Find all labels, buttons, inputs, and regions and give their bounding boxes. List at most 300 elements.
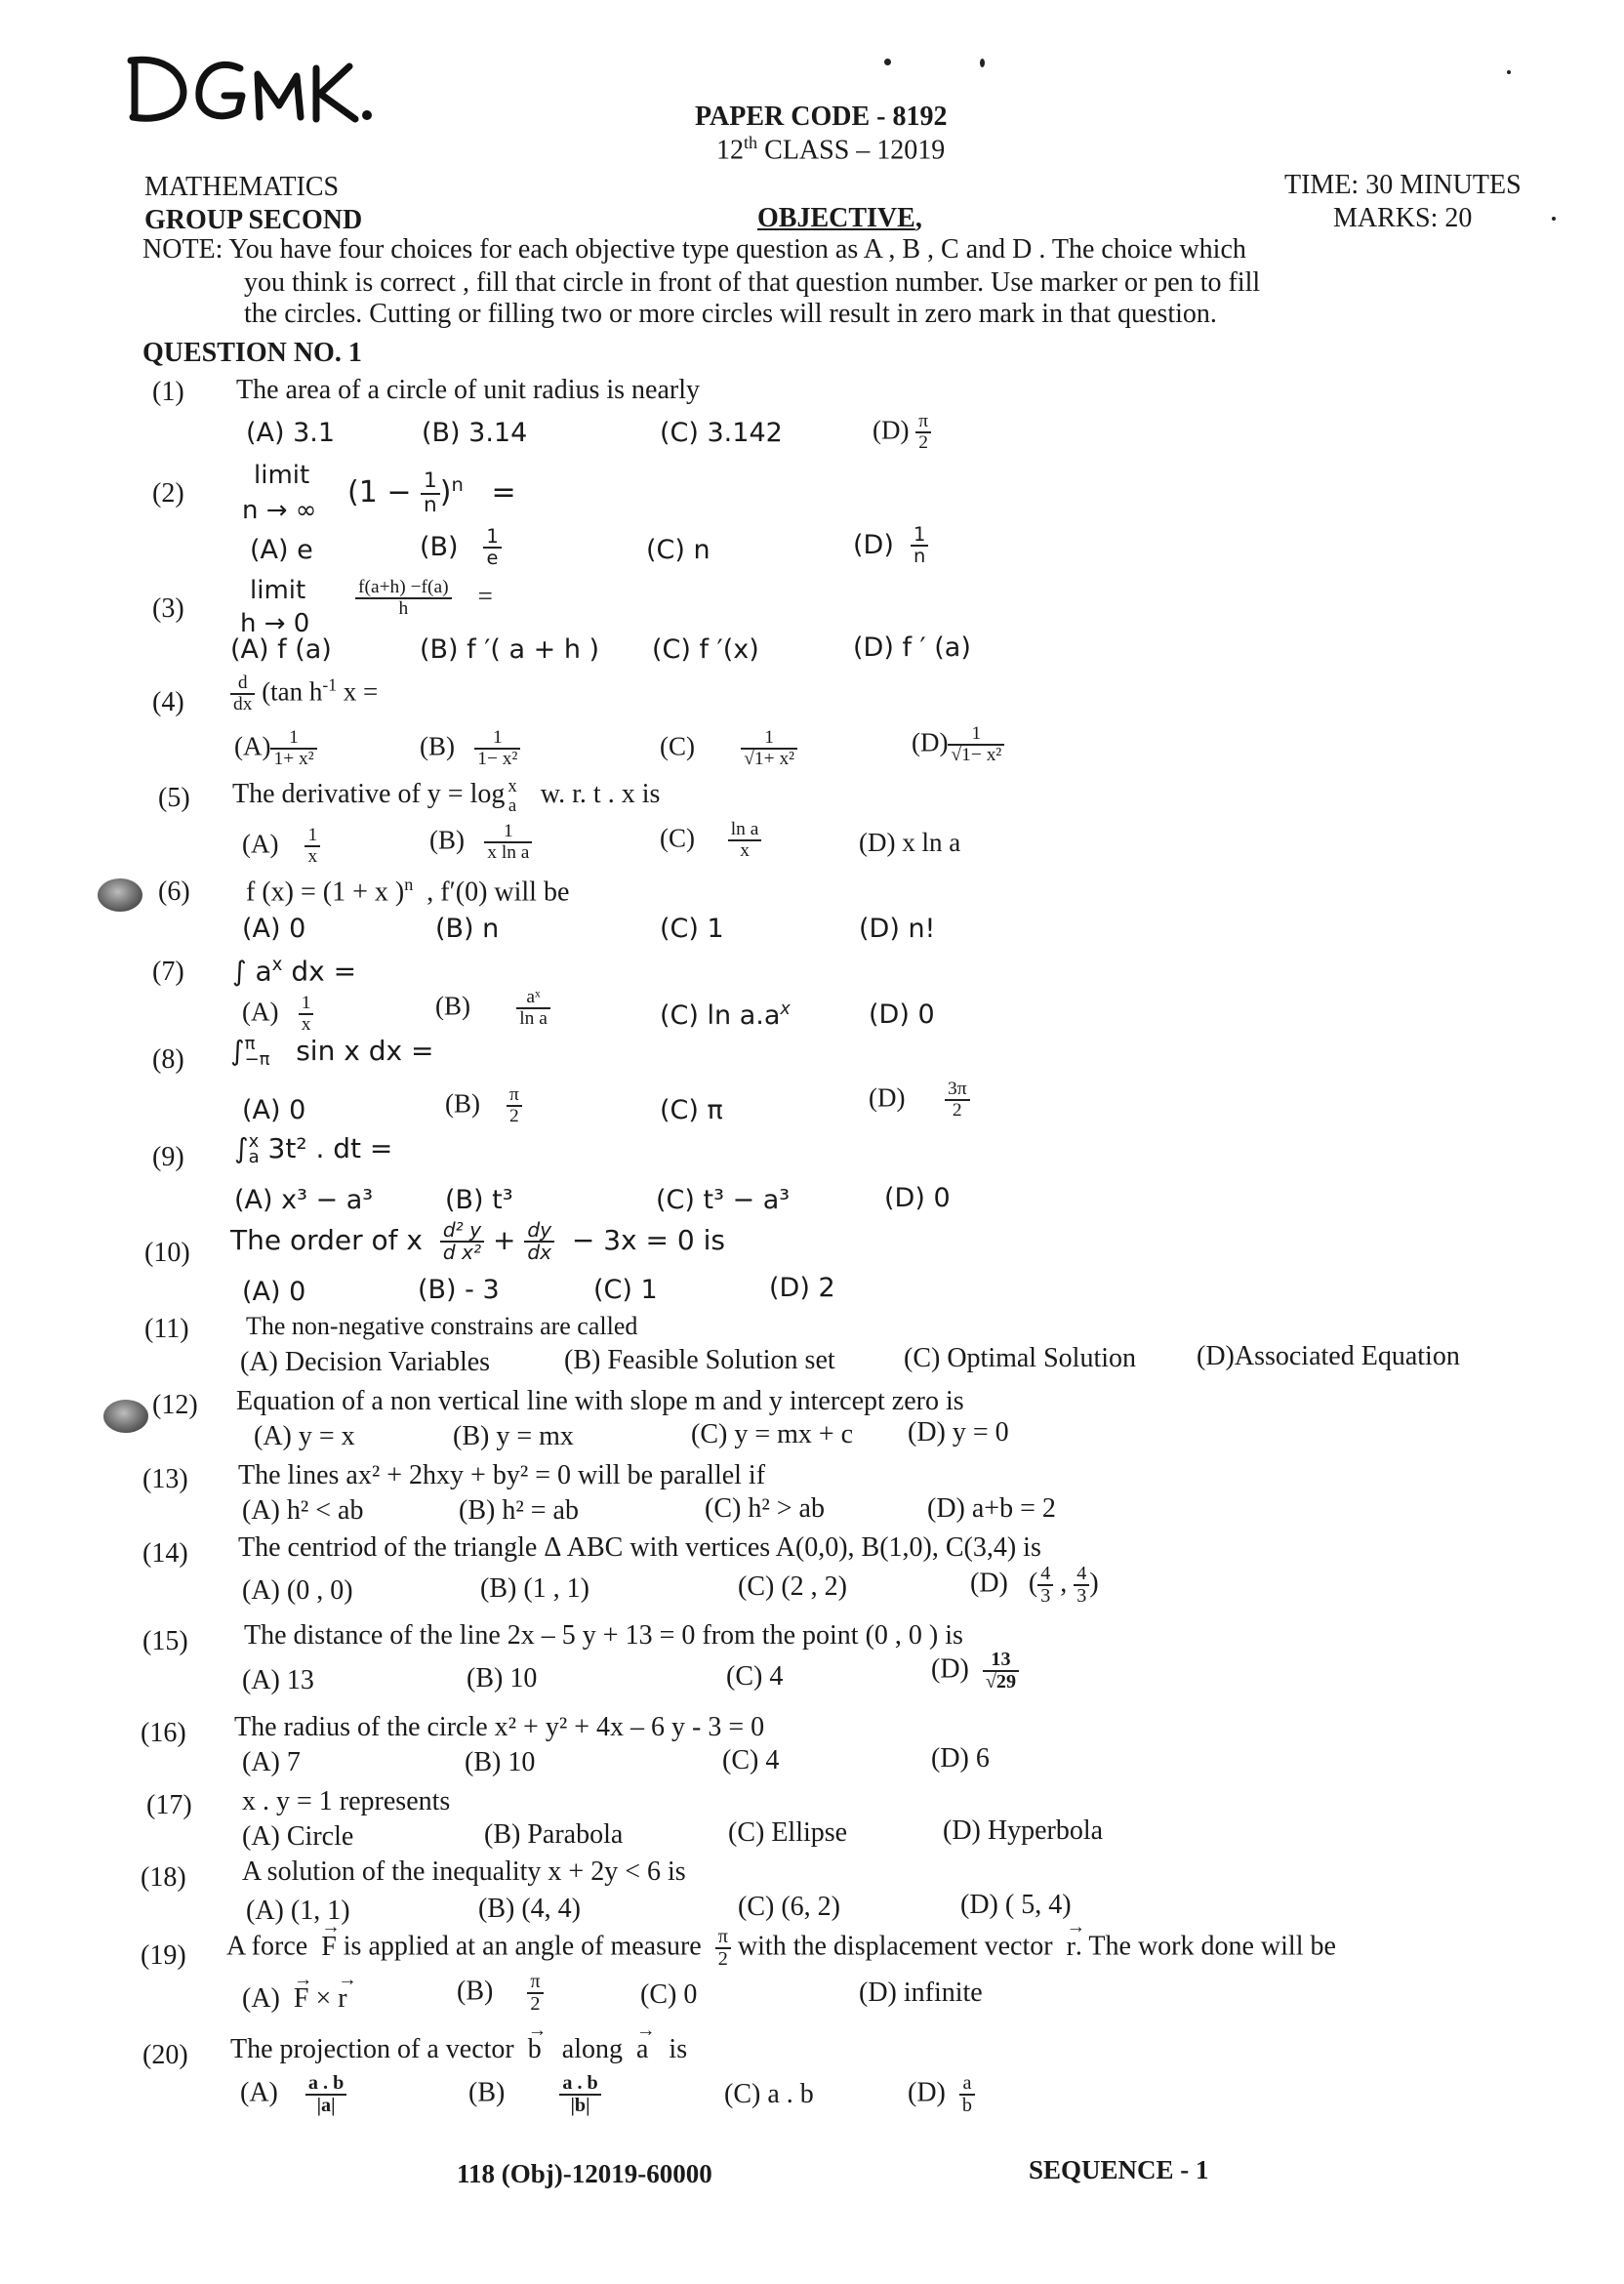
option-d: (D) a+b = 2 xyxy=(927,1493,1056,1524)
integral-sign: ∫ xyxy=(234,1132,249,1164)
denominator: d x² xyxy=(442,1241,482,1265)
subject: MATHEMATICS xyxy=(144,172,340,202)
option-a: (A) 13 xyxy=(242,1665,314,1695)
option-b: (B) t³ xyxy=(445,1185,513,1215)
numerator: 4 xyxy=(1037,1564,1053,1586)
question-number: (17) xyxy=(146,1790,192,1820)
question-number: (16) xyxy=(141,1718,186,1748)
option-b-label: (B) xyxy=(457,1976,494,2007)
numerator: 1 xyxy=(304,826,320,847)
expr-tail: x = xyxy=(343,676,379,707)
option-d xyxy=(908,2073,975,2116)
speck xyxy=(1507,70,1511,74)
numerator: 4 xyxy=(1074,1564,1089,1586)
denominator: 3 xyxy=(1040,1585,1051,1608)
option-a-label: (A) xyxy=(242,997,279,1027)
class-text: CLASS – 12019 xyxy=(757,135,946,166)
question-number: (2) xyxy=(152,478,184,509)
option-c xyxy=(660,728,797,770)
numerator: 1 xyxy=(483,527,501,549)
numerator: 1 xyxy=(741,728,797,750)
question-text: The lines ax² + 2hxy + by² = 0 will be parallel if xyxy=(238,1460,766,1490)
question-text: The centriod of the triangle Δ ABC with vertices A(0,0), B(1,0), C(3,4) is xyxy=(238,1532,1041,1563)
question-text-main: The order of x xyxy=(230,1224,423,1257)
question-number: (7) xyxy=(152,957,184,987)
option-a: (A) e xyxy=(250,535,313,565)
plus: + xyxy=(492,1224,516,1257)
handwritten-logo xyxy=(125,47,379,140)
question-number: (5) xyxy=(158,783,190,813)
fraction xyxy=(484,822,532,864)
exponent: -1 xyxy=(322,674,338,695)
option-a: (A) Circle xyxy=(242,1821,354,1852)
option-d: (D) y = 0 xyxy=(908,1417,1009,1448)
option-a xyxy=(242,826,320,868)
option-b: (B) (1 , 1) xyxy=(480,1573,589,1604)
denominator: 2 xyxy=(918,432,928,454)
expr-open: (1 − xyxy=(347,475,421,510)
question-text-main: The projection of a vector xyxy=(230,2034,514,2064)
comma: , xyxy=(1060,1568,1068,1599)
binder-hole xyxy=(103,1400,148,1433)
option-b: (B) y = mx xyxy=(453,1421,574,1451)
exponent: x xyxy=(780,999,791,1019)
limit-fraction xyxy=(355,578,493,620)
question-tail: − 3x = 0 is xyxy=(571,1224,725,1257)
question-tail: , f′(0) will be xyxy=(426,877,570,908)
option-c: (C) 1 xyxy=(660,914,724,944)
question-heading: QUESTION NO. 1 xyxy=(142,338,362,368)
option-d xyxy=(931,1650,1019,1693)
vector-b: → b xyxy=(528,2034,542,2065)
question-text: x . y = 1 represents xyxy=(242,1786,451,1816)
question-text-main: 3t² . dt = xyxy=(267,1132,393,1164)
option-a: (A) 0 xyxy=(242,1277,306,1307)
option-a xyxy=(242,994,313,1036)
option-b-label: (B) xyxy=(435,991,470,1021)
option-b: (B) (4, 4) xyxy=(478,1894,581,1924)
option-a: (A) 0 xyxy=(242,1095,306,1125)
option-d: (D) n! xyxy=(859,914,936,944)
option-d: (D) f ′ (a) xyxy=(853,632,971,663)
limit-word: limit xyxy=(254,461,310,490)
fraction xyxy=(559,2073,600,2116)
fraction xyxy=(230,673,255,715)
paper-code: PAPER CODE - 8192 xyxy=(695,102,948,132)
fraction xyxy=(516,988,550,1030)
question-number: (10) xyxy=(144,1238,190,1268)
upper-limit: x xyxy=(248,1130,260,1152)
option-d-label: (D) xyxy=(869,1082,906,1113)
denominator: |b| xyxy=(570,2095,590,2117)
option-d: (D) 6 xyxy=(931,1743,990,1774)
denominator: dx xyxy=(233,694,253,715)
option-c: (C) Optimal Solution xyxy=(904,1343,1136,1373)
expr-close: ) xyxy=(439,475,452,510)
option-a-label: (A) xyxy=(240,2077,278,2108)
numerator: 1 xyxy=(299,994,314,1015)
numerator: f(a+h) −f(a) xyxy=(355,578,452,599)
option-a: (A) (0 , 0) xyxy=(242,1575,353,1606)
denominator: x xyxy=(740,840,750,862)
denominator: x xyxy=(307,846,318,868)
numerator: aˣ xyxy=(516,988,550,1009)
numerator: π xyxy=(527,1972,543,1994)
option-d: (D) 0 xyxy=(869,999,935,1030)
option-c: (C) n xyxy=(646,535,710,565)
logo-drawing xyxy=(125,47,379,135)
vector-r: → r xyxy=(1067,1932,1076,1963)
fraction xyxy=(299,994,314,1036)
option-b-label: (B) xyxy=(445,1088,480,1119)
question-text xyxy=(232,777,660,815)
question-number: (9) xyxy=(152,1142,184,1172)
speck xyxy=(980,59,985,67)
option-c-label: (C) ln a.a xyxy=(660,1000,781,1031)
option-b-label: (B) xyxy=(420,531,459,562)
section-label: OBJECTIVE xyxy=(757,203,915,233)
option-d: (D) 0 xyxy=(884,1183,951,1213)
numerator: dy xyxy=(524,1220,554,1243)
option-a: (A) 0 xyxy=(242,914,306,944)
option-b: (B) 3.14 xyxy=(422,418,528,448)
option-d-label: (D) xyxy=(931,1653,969,1685)
limit-subscript: n → ∞ xyxy=(242,496,317,525)
numerator: 1 xyxy=(948,724,1004,746)
question-number: (12) xyxy=(152,1390,198,1420)
fraction xyxy=(1037,1564,1053,1607)
option-c: (C) y = mx + c xyxy=(691,1419,854,1449)
denominator: dx xyxy=(527,1241,552,1265)
option-a: (A) Decision Variables xyxy=(240,1347,491,1377)
option-a-label: (A) xyxy=(242,829,279,859)
question-text-part: . The work done will be xyxy=(1075,1931,1336,1962)
fraction xyxy=(728,820,762,862)
question-text-part: with the displacement vector xyxy=(737,1931,1053,1962)
question-number: (8) xyxy=(152,1044,184,1075)
numerator: 1 xyxy=(474,728,520,750)
integral-sign: ∫ xyxy=(230,1035,245,1067)
option-c: (C) f ′(x) xyxy=(652,634,759,665)
fraction xyxy=(355,578,452,620)
equals: = xyxy=(477,581,493,611)
question-text xyxy=(230,2034,687,2065)
option-b xyxy=(429,822,532,864)
option-c: (C) h² > ab xyxy=(705,1493,825,1524)
vector-a: → a xyxy=(636,2034,648,2065)
numerator: d xyxy=(230,673,255,695)
question-tail: w. r. t . x is xyxy=(540,779,661,810)
option-b: (B) Parabola xyxy=(484,1819,624,1850)
numerator: 13 xyxy=(983,1650,1019,1672)
fraction xyxy=(945,1080,970,1122)
question-text-main: sin x dx = xyxy=(296,1035,434,1067)
cross-sign: × xyxy=(315,1983,332,2014)
option-a xyxy=(240,2073,346,2116)
question-number: (13) xyxy=(142,1464,188,1494)
option-a: (A) h² < ab xyxy=(242,1495,364,1526)
fraction xyxy=(959,2073,975,2116)
denominator: 2 xyxy=(530,1993,541,2016)
option-b xyxy=(457,1972,544,2015)
option-b xyxy=(435,988,550,1030)
question-number: (18) xyxy=(141,1862,186,1893)
numerator: π xyxy=(507,1085,522,1107)
option-d-label: (D) xyxy=(873,415,910,445)
option-b-label: (B) xyxy=(468,2077,506,2108)
option-a: (A) x³ − a³ xyxy=(234,1185,374,1215)
question-text-part: is xyxy=(669,2034,688,2064)
option-b: (B) n xyxy=(435,914,500,944)
numerator: 1 xyxy=(421,470,440,495)
denominator: 1− x² xyxy=(477,749,518,770)
numerator: π xyxy=(715,1927,731,1949)
question-tail: dx = xyxy=(291,955,357,988)
option-d-label: (D) xyxy=(970,1568,1008,1599)
log-base xyxy=(505,777,519,815)
option-a xyxy=(242,1983,347,2015)
option-a: (A) f (a) xyxy=(230,634,332,665)
denominator: √1+ x² xyxy=(744,749,795,770)
question-text xyxy=(226,1927,1336,1970)
class-line xyxy=(716,133,945,166)
option-c: (C) π xyxy=(660,1095,723,1125)
dot-product: a . b xyxy=(767,2079,814,2109)
option-a-label: (A) xyxy=(242,1983,280,2014)
question-text: The radius of the circle x² + y² + 4x – 6 y - 3 = 0 xyxy=(234,1712,765,1742)
option-d-label: (D) xyxy=(912,727,949,757)
lower-limit: −π xyxy=(244,1049,270,1070)
option-d: (D) infinite xyxy=(859,1978,983,2008)
question-text: The distance of the line 2x – 5 y + 13 = 0 from the point (0 , 0 ) is xyxy=(244,1620,963,1651)
fraction xyxy=(911,525,928,567)
integral-expression xyxy=(232,955,356,987)
option-c: (C) 1 xyxy=(593,1275,658,1305)
fraction xyxy=(915,412,931,454)
option-d: (D) Hyperbola xyxy=(943,1815,1104,1846)
denominator: h xyxy=(398,598,409,620)
numerator: a . b xyxy=(559,2073,600,2096)
fraction xyxy=(474,728,520,770)
question-number: (11) xyxy=(144,1314,189,1344)
option-c: (C) 4 xyxy=(726,1661,784,1692)
option-b: (B) 10 xyxy=(465,1747,536,1777)
option-d: (D)Associated Equation xyxy=(1197,1341,1460,1371)
question-number: (6) xyxy=(158,877,190,907)
denominator: √29 xyxy=(985,1671,1017,1693)
limit-word: limit xyxy=(250,576,306,605)
footer-sequence: SEQUENCE - 1 xyxy=(1029,2155,1209,2184)
question-text-main: The derivative of y = log xyxy=(232,779,506,810)
fraction xyxy=(948,724,1004,766)
time-limit: TIME: 30 MINUTES xyxy=(1284,170,1522,200)
group: GROUP SECOND xyxy=(144,205,363,235)
numerator: ln a xyxy=(728,820,762,841)
question-text: A solution of the inequality x + 2y < 6 is xyxy=(242,1856,686,1887)
limit-expression xyxy=(347,470,516,516)
option-b-label: (B) xyxy=(429,825,465,855)
log-argument: x xyxy=(508,776,517,796)
binder-hole xyxy=(98,878,142,912)
question-number: (15) xyxy=(142,1626,188,1656)
question-text-main: ∫ a xyxy=(232,955,272,988)
footer-code: 118 (Obj)-12019-60000 xyxy=(457,2159,712,2188)
expr-text: (tan h xyxy=(262,676,323,707)
option-a: (A) 7 xyxy=(242,1747,301,1777)
question-text-main: f (x) = (1 + x ) xyxy=(246,877,405,908)
denominator: √1− x² xyxy=(951,745,1002,766)
denominator: ln a xyxy=(519,1008,548,1030)
vector-f: → F xyxy=(294,1983,309,2015)
option-b xyxy=(420,728,520,770)
option-d: (D) x ln a xyxy=(859,828,961,857)
option-b-label: (B) xyxy=(420,731,455,761)
denominator: 2 xyxy=(509,1106,519,1127)
option-d-label: (D) xyxy=(908,2077,946,2108)
question-number: (1) xyxy=(152,377,184,407)
fraction xyxy=(983,1650,1019,1693)
option-c: (C) Ellipse xyxy=(728,1817,848,1848)
denominator: 3 xyxy=(1076,1585,1087,1608)
class-number: 12 xyxy=(716,135,744,166)
numerator: 1 xyxy=(270,728,316,750)
option-a: (A) (1, 1) xyxy=(246,1896,350,1926)
numerator: a xyxy=(959,2073,975,2096)
option-b: (B) f ′( a + h ) xyxy=(420,634,600,665)
denominator: x xyxy=(301,1014,311,1036)
fraction xyxy=(1074,1564,1089,1607)
denominator: 2 xyxy=(952,1100,962,1122)
option-c: (C) (2 , 2) xyxy=(738,1571,847,1602)
fraction xyxy=(715,1927,731,1970)
speck xyxy=(884,59,891,65)
option-d: (D) ( $\frac{4}{3}$ , $\frac{4}{3}$ ) xyxy=(970,1563,1099,1608)
denominator: e xyxy=(486,547,499,570)
option-c: (C) t³ − a³ xyxy=(656,1185,791,1215)
fraction xyxy=(305,2073,346,2116)
option-c-label: (C) xyxy=(724,2079,761,2109)
option-d-label: (D) xyxy=(853,529,894,560)
option-c xyxy=(660,999,791,1031)
option-b: (B) 10 xyxy=(467,1663,538,1693)
upper-limit: π xyxy=(244,1033,256,1054)
option-a-label: (A) xyxy=(234,731,271,761)
numerator: a . b xyxy=(305,2073,346,2096)
question-text: The area of a circle of unit radius is nearly xyxy=(236,375,701,405)
denominator: x ln a xyxy=(487,842,530,864)
option-d xyxy=(853,525,928,567)
option-d xyxy=(869,1080,970,1122)
question-text: Equation of a non vertical line with slope m and y intercept zero is xyxy=(236,1386,964,1416)
integral-expression xyxy=(234,1132,392,1165)
equals: = xyxy=(491,475,516,510)
option-d xyxy=(912,724,1004,766)
question-number: (4) xyxy=(152,687,184,717)
option-a: (A) 3.1 xyxy=(246,418,336,448)
denominator: 2 xyxy=(717,1948,728,1971)
exponent: x xyxy=(271,955,283,975)
option-c: (C) 0 xyxy=(640,1979,698,2010)
option-b: (B) Feasible Solution set xyxy=(564,1345,835,1375)
fraction xyxy=(741,728,797,770)
option-d: (D) 2 xyxy=(769,1273,835,1303)
fraction xyxy=(270,728,316,770)
denominator: n xyxy=(914,545,926,568)
question-number: (19) xyxy=(141,1940,186,1971)
option-c: (C) (6, 2) xyxy=(738,1892,840,1922)
numerator: π xyxy=(915,412,931,433)
option-c xyxy=(724,2079,814,2110)
denominator: 1+ x² xyxy=(273,749,314,770)
denominator: n xyxy=(424,492,437,517)
vector-r: → r xyxy=(338,1983,346,2015)
option-c-label: (C) xyxy=(660,823,695,853)
option-c: (C) 3.142 xyxy=(660,418,783,448)
section-title: OBJECTIVE, xyxy=(757,203,922,233)
exponent: n xyxy=(404,875,414,894)
question-text-part: along xyxy=(561,2034,623,2064)
question-number: (14) xyxy=(142,1538,188,1569)
option-c: (C) 4 xyxy=(722,1745,780,1775)
note-line-1: NOTE: You have four choices for each objective type question as A , B , C and D . The choice which xyxy=(142,234,1246,265)
vector-f: → F xyxy=(321,1932,337,1963)
fraction xyxy=(440,1220,484,1263)
option-c xyxy=(660,820,761,862)
fraction xyxy=(421,470,440,516)
question-text-part: is applied at an angle of measure xyxy=(343,1931,702,1962)
class-suffix-sup: th xyxy=(744,133,758,152)
marks: MARKS: 20 xyxy=(1333,203,1473,233)
ode-expression xyxy=(230,1220,725,1263)
note-line-2: you think is correct , fill that circle in front of that question number. Use marker or pen to fill xyxy=(244,267,1261,298)
numerator: 1 xyxy=(911,525,928,547)
option-b xyxy=(468,2073,601,2116)
question-number: (20) xyxy=(142,2040,188,2070)
option-b: (B) h² = ab xyxy=(459,1495,579,1526)
note-line-3: the circles. Cutting or filling two or more circles will result in zero mark in that question. xyxy=(244,299,1217,329)
option-b xyxy=(420,527,502,569)
denominator: b xyxy=(961,2095,972,2117)
fraction xyxy=(304,826,320,868)
fraction xyxy=(527,1972,543,2015)
option-a: (A) y = x xyxy=(254,1421,355,1451)
option-d: (D) ( 5, 4) xyxy=(960,1890,1072,1920)
fraction xyxy=(483,527,501,569)
speck xyxy=(1552,217,1556,221)
fraction xyxy=(524,1220,554,1263)
exponent: n xyxy=(451,473,464,497)
question-number: (3) xyxy=(152,593,184,624)
numerator: d² y xyxy=(440,1220,484,1243)
option-c-label: (C) xyxy=(660,731,695,761)
numerator: 3π xyxy=(945,1080,970,1101)
question-text-main: A force xyxy=(226,1931,308,1962)
fraction xyxy=(507,1085,522,1127)
lower-limit: a xyxy=(248,1147,260,1167)
limit-subscript: h → 0 xyxy=(240,609,310,638)
denominator: |a| xyxy=(316,2095,336,2117)
option-a xyxy=(234,728,317,770)
option-b: (B) - 3 xyxy=(418,1275,500,1305)
derivative-expression xyxy=(230,673,378,715)
option-b xyxy=(445,1085,522,1127)
question-text: The non-negative constrains are called xyxy=(246,1312,638,1340)
log-base-value: a xyxy=(508,795,517,816)
question-text xyxy=(246,875,569,908)
numerator: 1 xyxy=(484,822,532,843)
option-d xyxy=(873,412,931,454)
integral-expression xyxy=(230,1035,433,1068)
